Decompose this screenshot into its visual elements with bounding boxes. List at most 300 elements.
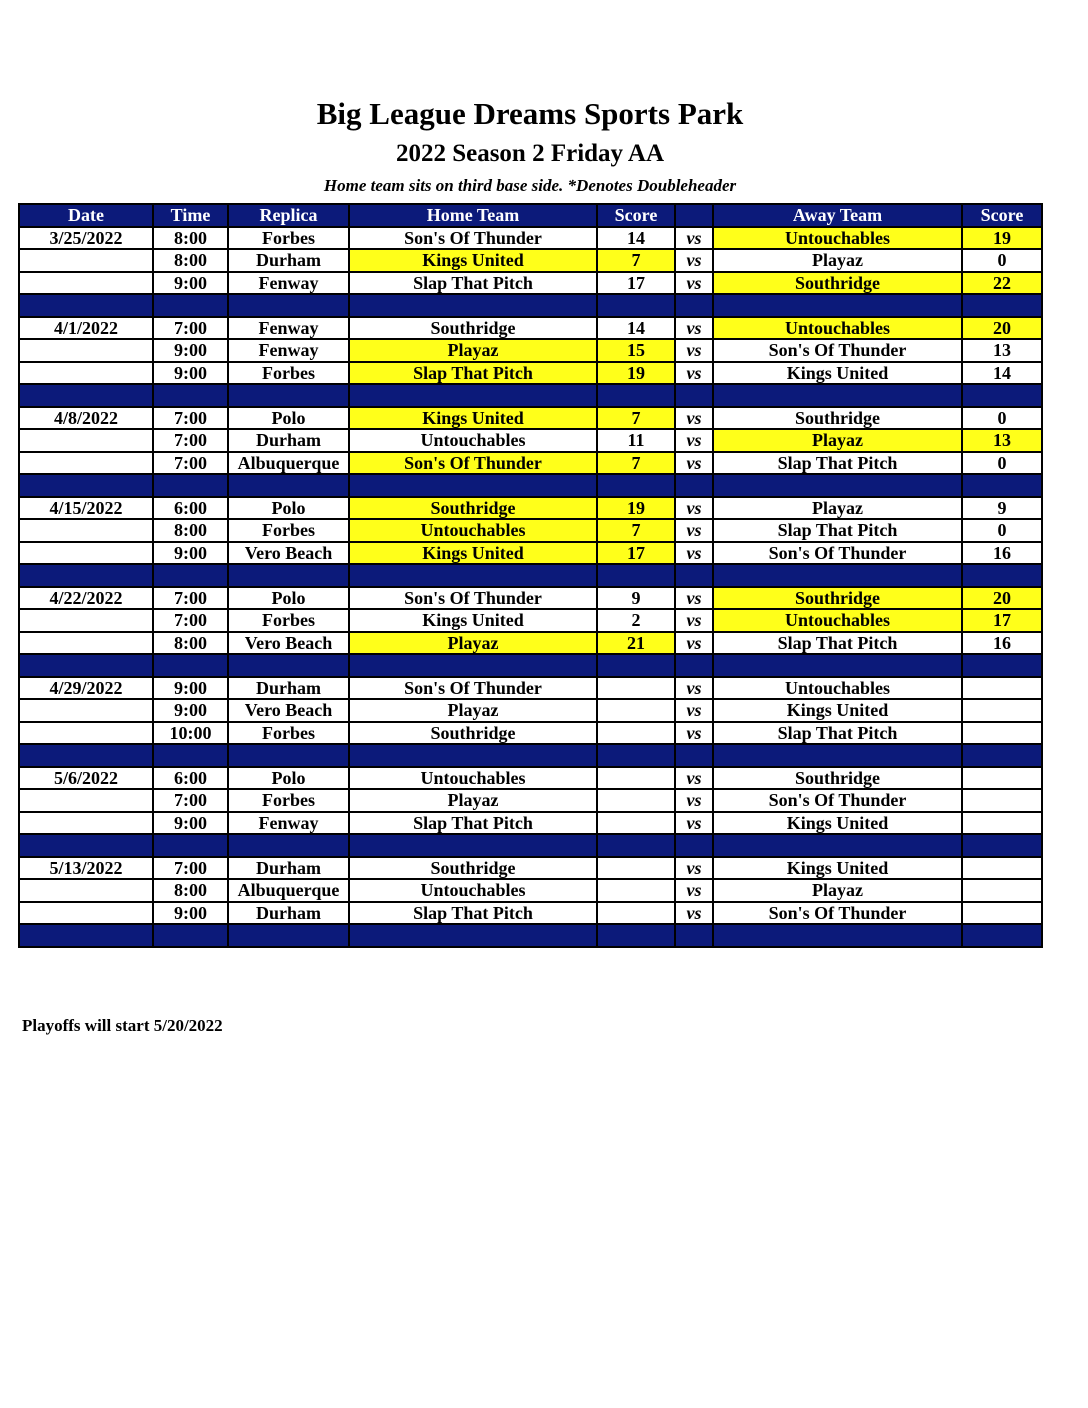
separator-cell — [675, 834, 713, 857]
replica-cell: Vero Beach — [228, 699, 349, 722]
replica-cell: Durham — [228, 429, 349, 452]
vs-cell: vs — [675, 519, 713, 542]
home-score-cell — [597, 879, 675, 902]
date-cell — [19, 249, 153, 272]
time-cell: 9:00 — [153, 272, 228, 295]
away-score-cell — [962, 812, 1042, 835]
away-team-cell: Untouchables — [713, 317, 962, 340]
time-cell: 9:00 — [153, 677, 228, 700]
home-score-cell: 7 — [597, 407, 675, 430]
home-team-cell: Untouchables — [349, 519, 597, 542]
week-separator-row — [19, 474, 1042, 497]
replica-cell: Albuquerque — [228, 452, 349, 475]
home-team-cell: Slap That Pitch — [349, 812, 597, 835]
vs-cell: vs — [675, 362, 713, 385]
col-header-home-team: Home Team — [349, 204, 597, 227]
vs-cell: vs — [675, 902, 713, 925]
away-team-cell: Untouchables — [713, 227, 962, 250]
col-header-home-score: Score — [597, 204, 675, 227]
away-score-cell — [962, 857, 1042, 880]
separator-cell — [228, 294, 349, 317]
time-cell: 7:00 — [153, 317, 228, 340]
away-score-cell — [962, 879, 1042, 902]
separator-cell — [349, 744, 597, 767]
separator-cell — [962, 384, 1042, 407]
time-cell: 7:00 — [153, 789, 228, 812]
col-header-away-team: Away Team — [713, 204, 962, 227]
date-cell — [19, 879, 153, 902]
separator-cell — [228, 564, 349, 587]
week-separator-row — [19, 384, 1042, 407]
table-row — [19, 249, 1042, 272]
vs-cell: vs — [675, 767, 713, 790]
separator-cell — [153, 564, 228, 587]
col-header-time: Time — [153, 204, 228, 227]
separator-cell — [713, 834, 962, 857]
separator-cell — [597, 384, 675, 407]
date-cell: 5/6/2022 — [19, 767, 153, 790]
away-score-cell: 22 — [962, 272, 1042, 295]
table-row — [19, 542, 1042, 565]
table-row — [19, 497, 1042, 520]
home-team-cell: Untouchables — [349, 879, 597, 902]
separator-cell — [713, 924, 962, 947]
away-team-cell: Playaz — [713, 249, 962, 272]
home-score-cell — [597, 677, 675, 700]
away-team-cell: Untouchables — [713, 677, 962, 700]
separator-cell — [19, 384, 153, 407]
home-team-cell: Playaz — [349, 632, 597, 655]
time-cell: 9:00 — [153, 699, 228, 722]
separator-cell — [153, 294, 228, 317]
separator-cell — [962, 564, 1042, 587]
away-team-cell: Playaz — [713, 429, 962, 452]
home-score-cell: 17 — [597, 272, 675, 295]
away-team-cell: Son's Of Thunder — [713, 902, 962, 925]
table-row — [19, 812, 1042, 835]
col-header-away-score: Score — [962, 204, 1042, 227]
separator-cell — [962, 834, 1042, 857]
separator-cell — [349, 294, 597, 317]
replica-cell: Polo — [228, 497, 349, 520]
away-team-cell: Slap That Pitch — [713, 519, 962, 542]
date-cell — [19, 542, 153, 565]
separator-cell — [228, 654, 349, 677]
replica-cell: Polo — [228, 587, 349, 610]
home-team-cell: Slap That Pitch — [349, 902, 597, 925]
vs-cell: vs — [675, 699, 713, 722]
separator-cell — [597, 744, 675, 767]
time-cell: 8:00 — [153, 632, 228, 655]
separator-cell — [713, 744, 962, 767]
table-row — [19, 722, 1042, 745]
separator-cell — [19, 564, 153, 587]
date-cell: 4/22/2022 — [19, 587, 153, 610]
home-team-cell: Kings United — [349, 609, 597, 632]
date-cell: 4/29/2022 — [19, 677, 153, 700]
separator-cell — [597, 474, 675, 497]
vs-cell: vs — [675, 587, 713, 610]
date-cell — [19, 452, 153, 475]
away-score-cell: 9 — [962, 497, 1042, 520]
vs-cell: vs — [675, 497, 713, 520]
replica-cell: Albuquerque — [228, 879, 349, 902]
table-row — [19, 407, 1042, 430]
home-team-cell: Untouchables — [349, 767, 597, 790]
time-cell: 9:00 — [153, 362, 228, 385]
vs-cell: vs — [675, 812, 713, 835]
schedule-header-row — [19, 204, 1042, 227]
away-team-cell: Kings United — [713, 857, 962, 880]
separator-cell — [349, 384, 597, 407]
home-score-cell — [597, 699, 675, 722]
table-row — [19, 699, 1042, 722]
date-cell: 5/13/2022 — [19, 857, 153, 880]
vs-cell: vs — [675, 317, 713, 340]
replica-cell: Forbes — [228, 789, 349, 812]
away-score-cell: 19 — [962, 227, 1042, 250]
away-score-cell: 0 — [962, 519, 1042, 542]
replica-cell: Vero Beach — [228, 542, 349, 565]
home-score-cell: 7 — [597, 249, 675, 272]
separator-cell — [153, 384, 228, 407]
away-team-cell: Kings United — [713, 699, 962, 722]
week-separator-row — [19, 834, 1042, 857]
table-row — [19, 879, 1042, 902]
separator-cell — [228, 924, 349, 947]
away-score-cell — [962, 722, 1042, 745]
table-row — [19, 272, 1042, 295]
separator-cell — [597, 834, 675, 857]
page-title: Big League Dreams Sports Park — [316, 96, 744, 131]
table-row — [19, 317, 1042, 340]
away-score-cell: 0 — [962, 452, 1042, 475]
away-team-cell: Southridge — [713, 272, 962, 295]
away-team-cell: Son's Of Thunder — [713, 339, 962, 362]
separator-cell — [962, 924, 1042, 947]
home-team-cell: Slap That Pitch — [349, 272, 597, 295]
separator-cell — [349, 924, 597, 947]
separator-cell — [228, 834, 349, 857]
away-score-cell: 20 — [962, 317, 1042, 340]
home-score-cell — [597, 902, 675, 925]
home-team-cell: Southridge — [349, 857, 597, 880]
replica-cell: Polo — [228, 407, 349, 430]
home-team-cell: Kings United — [349, 542, 597, 565]
schedule-body — [19, 227, 1042, 947]
away-score-cell: 13 — [962, 339, 1042, 362]
separator-cell — [228, 384, 349, 407]
vs-cell: vs — [675, 272, 713, 295]
col-header-date: Date — [19, 204, 153, 227]
separator-cell — [962, 474, 1042, 497]
home-team-cell: Playaz — [349, 699, 597, 722]
vs-cell: vs — [675, 452, 713, 475]
separator-cell — [675, 564, 713, 587]
away-score-cell: 0 — [962, 407, 1042, 430]
table-row — [19, 429, 1042, 452]
separator-cell — [349, 834, 597, 857]
home-score-cell: 7 — [597, 519, 675, 542]
away-team-cell: Slap That Pitch — [713, 632, 962, 655]
home-score-cell — [597, 812, 675, 835]
page-subtitle: 2022 Season 2 Friday AA — [395, 140, 665, 167]
time-cell: 8:00 — [153, 227, 228, 250]
home-team-cell: Southridge — [349, 497, 597, 520]
time-cell: 6:00 — [153, 767, 228, 790]
separator-cell — [349, 654, 597, 677]
home-score-cell: 17 — [597, 542, 675, 565]
time-cell: 8:00 — [153, 519, 228, 542]
separator-cell — [597, 654, 675, 677]
home-score-cell: 19 — [597, 497, 675, 520]
away-score-cell — [962, 789, 1042, 812]
home-score-cell — [597, 857, 675, 880]
home-team-cell: Son's Of Thunder — [349, 227, 597, 250]
date-cell — [19, 519, 153, 542]
home-team-cell: Playaz — [349, 789, 597, 812]
away-team-cell: Southridge — [713, 767, 962, 790]
time-cell: 9:00 — [153, 812, 228, 835]
table-row — [19, 227, 1042, 250]
separator-cell — [228, 474, 349, 497]
date-cell — [19, 362, 153, 385]
away-team-cell: Kings United — [713, 362, 962, 385]
separator-cell — [153, 654, 228, 677]
separator-cell — [153, 744, 228, 767]
table-row — [19, 767, 1042, 790]
time-cell: 10:00 — [153, 722, 228, 745]
vs-cell: vs — [675, 227, 713, 250]
vs-cell: vs — [675, 429, 713, 452]
vs-cell: vs — [675, 879, 713, 902]
separator-cell — [19, 294, 153, 317]
home-score-cell — [597, 722, 675, 745]
replica-cell: Polo — [228, 767, 349, 790]
date-cell — [19, 789, 153, 812]
table-row — [19, 789, 1042, 812]
separator-cell — [713, 294, 962, 317]
home-score-cell: 14 — [597, 227, 675, 250]
separator-cell — [962, 654, 1042, 677]
date-cell — [19, 812, 153, 835]
home-team-cell: Untouchables — [349, 429, 597, 452]
vs-cell: vs — [675, 789, 713, 812]
separator-cell — [675, 294, 713, 317]
replica-cell: Forbes — [228, 609, 349, 632]
time-cell: 8:00 — [153, 879, 228, 902]
date-cell — [19, 902, 153, 925]
time-cell: 7:00 — [153, 857, 228, 880]
away-score-cell: 17 — [962, 609, 1042, 632]
away-score-cell — [962, 677, 1042, 700]
home-score-cell — [597, 767, 675, 790]
table-row — [19, 609, 1042, 632]
date-cell — [19, 722, 153, 745]
separator-cell — [713, 564, 962, 587]
date-cell: 4/8/2022 — [19, 407, 153, 430]
separator-cell — [713, 654, 962, 677]
away-score-cell: 16 — [962, 632, 1042, 655]
replica-cell: Durham — [228, 249, 349, 272]
vs-cell: vs — [675, 407, 713, 430]
table-row — [19, 902, 1042, 925]
time-cell: 7:00 — [153, 407, 228, 430]
separator-cell — [597, 564, 675, 587]
footer-note: Playoffs will start 5/20/2022 — [22, 1016, 223, 1035]
time-cell: 9:00 — [153, 339, 228, 362]
separator-cell — [675, 654, 713, 677]
separator-cell — [153, 834, 228, 857]
away-score-cell: 14 — [962, 362, 1042, 385]
vs-cell: vs — [675, 339, 713, 362]
away-score-cell: 20 — [962, 587, 1042, 610]
table-row — [19, 587, 1042, 610]
replica-cell: Forbes — [228, 362, 349, 385]
replica-cell: Durham — [228, 857, 349, 880]
table-row — [19, 452, 1042, 475]
away-score-cell: 0 — [962, 249, 1042, 272]
separator-cell — [19, 474, 153, 497]
replica-cell: Forbes — [228, 227, 349, 250]
separator-cell — [597, 294, 675, 317]
away-team-cell: Kings United — [713, 812, 962, 835]
date-cell — [19, 632, 153, 655]
separator-cell — [713, 384, 962, 407]
home-team-cell: Kings United — [349, 249, 597, 272]
replica-cell: Fenway — [228, 317, 349, 340]
away-score-cell: 13 — [962, 429, 1042, 452]
home-score-cell: 9 — [597, 587, 675, 610]
home-team-cell: Playaz — [349, 339, 597, 362]
date-cell: 4/15/2022 — [19, 497, 153, 520]
replica-cell: Vero Beach — [228, 632, 349, 655]
week-separator-row — [19, 654, 1042, 677]
separator-cell — [675, 744, 713, 767]
time-cell: 8:00 — [153, 249, 228, 272]
date-cell — [19, 609, 153, 632]
replica-cell: Durham — [228, 902, 349, 925]
time-cell: 7:00 — [153, 587, 228, 610]
separator-cell — [597, 924, 675, 947]
table-row — [19, 677, 1042, 700]
week-separator-row — [19, 744, 1042, 767]
vs-cell: vs — [675, 722, 713, 745]
away-score-cell — [962, 699, 1042, 722]
home-score-cell: 14 — [597, 317, 675, 340]
away-team-cell: Playaz — [713, 879, 962, 902]
date-cell — [19, 699, 153, 722]
vs-cell: vs — [675, 857, 713, 880]
away-team-cell: Southridge — [713, 407, 962, 430]
separator-cell — [962, 744, 1042, 767]
week-separator-row — [19, 924, 1042, 947]
home-team-cell: Son's Of Thunder — [349, 452, 597, 475]
table-row — [19, 857, 1042, 880]
date-cell: 4/1/2022 — [19, 317, 153, 340]
away-team-cell: Slap That Pitch — [713, 452, 962, 475]
replica-cell: Durham — [228, 677, 349, 700]
away-team-cell: Untouchables — [713, 609, 962, 632]
home-team-cell: Slap That Pitch — [349, 362, 597, 385]
schedule-table — [18, 203, 1043, 948]
separator-cell — [349, 474, 597, 497]
home-team-cell: Southridge — [349, 317, 597, 340]
time-cell: 7:00 — [153, 452, 228, 475]
separator-cell — [19, 654, 153, 677]
table-row — [19, 519, 1042, 542]
separator-cell — [153, 474, 228, 497]
home-score-cell: 11 — [597, 429, 675, 452]
away-team-cell: Slap That Pitch — [713, 722, 962, 745]
time-cell: 7:00 — [153, 429, 228, 452]
home-team-cell: Son's Of Thunder — [349, 587, 597, 610]
replica-cell: Fenway — [228, 272, 349, 295]
home-team-cell: Son's Of Thunder — [349, 677, 597, 700]
replica-cell: Forbes — [228, 722, 349, 745]
vs-cell: vs — [675, 249, 713, 272]
separator-cell — [713, 474, 962, 497]
time-cell: 6:00 — [153, 497, 228, 520]
replica-cell: Forbes — [228, 519, 349, 542]
vs-cell: vs — [675, 677, 713, 700]
home-team-cell: Southridge — [349, 722, 597, 745]
home-score-cell — [597, 789, 675, 812]
away-score-cell: 16 — [962, 542, 1042, 565]
replica-cell: Fenway — [228, 812, 349, 835]
vs-cell: vs — [675, 609, 713, 632]
date-cell: 3/25/2022 — [19, 227, 153, 250]
date-cell — [19, 272, 153, 295]
time-cell: 7:00 — [153, 609, 228, 632]
away-team-cell: Southridge — [713, 587, 962, 610]
away-team-cell: Son's Of Thunder — [713, 542, 962, 565]
replica-cell: Fenway — [228, 339, 349, 362]
home-score-cell: 15 — [597, 339, 675, 362]
time-cell: 9:00 — [153, 902, 228, 925]
schedule-note: Home team sits on third base side. *Denotes Doubleheader — [323, 176, 737, 195]
away-score-cell — [962, 902, 1042, 925]
separator-cell — [962, 294, 1042, 317]
separator-cell — [675, 474, 713, 497]
away-team-cell: Playaz — [713, 497, 962, 520]
separator-cell — [19, 924, 153, 947]
home-score-cell: 21 — [597, 632, 675, 655]
separator-cell — [153, 924, 228, 947]
vs-cell: vs — [675, 632, 713, 655]
home-score-cell: 2 — [597, 609, 675, 632]
separator-cell — [675, 924, 713, 947]
table-row — [19, 339, 1042, 362]
separator-cell — [349, 564, 597, 587]
date-cell — [19, 339, 153, 362]
separator-cell — [675, 384, 713, 407]
col-header-replica: Replica — [228, 204, 349, 227]
home-score-cell: 7 — [597, 452, 675, 475]
table-row — [19, 632, 1042, 655]
separator-cell — [19, 834, 153, 857]
separator-cell — [228, 744, 349, 767]
time-cell: 9:00 — [153, 542, 228, 565]
away-team-cell: Son's Of Thunder — [713, 789, 962, 812]
home-team-cell: Kings United — [349, 407, 597, 430]
vs-cell: vs — [675, 542, 713, 565]
separator-cell — [19, 744, 153, 767]
week-separator-row — [19, 294, 1042, 317]
week-separator-row — [19, 564, 1042, 587]
col-header-vs — [675, 204, 713, 227]
away-score-cell — [962, 767, 1042, 790]
